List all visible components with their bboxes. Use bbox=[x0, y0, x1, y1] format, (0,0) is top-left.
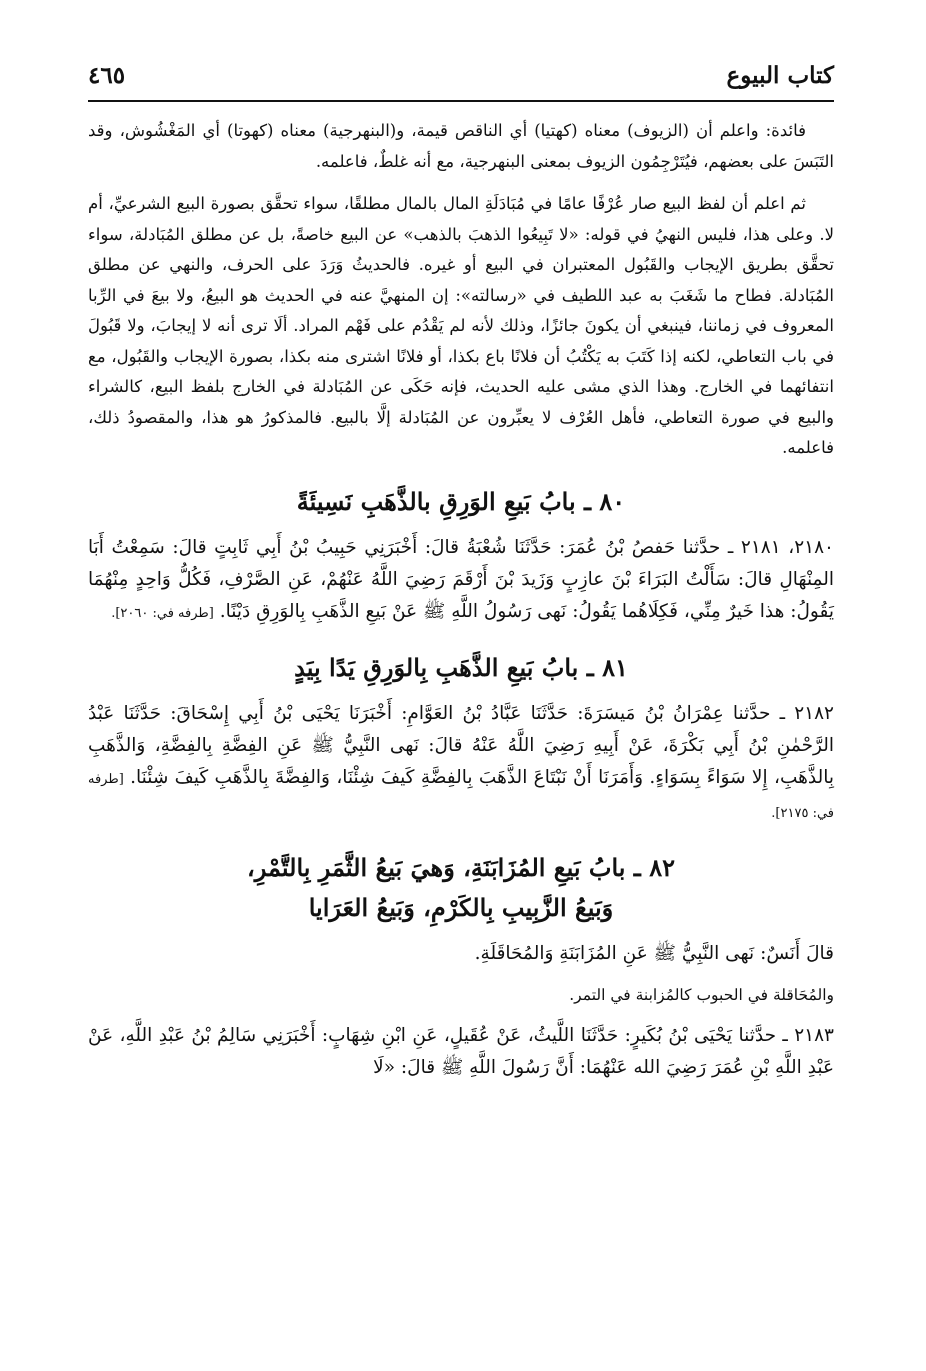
anas-report: قالَ أَنَسٌ: نَهى النَّبِيُّ ﷺ عَنِ المُزَابَنَةِ وَالمُحَاقَلَةِ. bbox=[474, 942, 834, 964]
commentary-paragraph: ثم اعلم أن لفظ البيع صار عُرْفًا عامًا في مُبَادَلَةِ المال بالمال مطلقًا، سواء تحقَّق بصورة البيع الشرعيِّ، أم لا. وعلى هذا، فليس النهيُ في قوله: «لا تَبِيعُوا الذهبَ بالذهب» عن البيع خاصةً، بل عن مطلق المُبَادلة، سواء تحقَّق بطريق الإيجاب والقَبُول المعتبران في البيع أو غيره. فالحديثُ وَرَدَ على الحرف، والنهي عن مطلق المُبَادلة. فطاح ما شَغَبَ به عبد اللطيف في «رسالته»: إن المنهيَّ عنه في الحديث هو البيعُ، ولا بيعَ في الرِّبا المعروف في زماننا، فينبغي أن يكونَ جائزًا، وذلك لأنه لم يَقْدُم على فَهْم المراد. ألَا ترى أنه لا إيجابَ، ولا قَبُولَ في باب التعاطي، لكنه إذا كَتَبَ به يَكْتُبُ أن فلانًا باع بكذا، أو فلانًا اشترى منه بكذا، بصورة الإيجاب والقَبُول، مع انتفائهما في الخارج. وهذا الذي مشى عليه الحديث، فإنه حَكَى عن المُبَادلة في الخارج بلفظ البيع، كالشراء والبيع في صورة التعاطي، فأهل العُرْف لا يعبِّرون عن المُبَادلة إلَّا بالبيع. فالمذكورُ هو هذا، والمقصودُ ذلك، فاعلمه. bbox=[88, 194, 834, 457]
commentary-note: فائدة: واعلم أن (الزيوف) معناه (كهتيا) أي الناقص قيمة، و(البنهرجية) معناه (كهوتا) أي المَغْشُوش، وقد التَبَسَ على بعضهم، فيُتَرْجِمُون الزيوف بمعنى البنهرجية، مع أنه غلطٌ، فاعلمه. bbox=[88, 121, 834, 171]
hadith-text: ٢١٨٢ ـ حدَّثنا عِمْرَانُ بْنُ مَيسَرَةَ: حَدَّثَنَا عَبَّادُ بْنُ العَوَّامِ: أَخْبَرَنَا يَحْيَى بْنُ أَبِي إِسْحَاقَ: حَدَّثَنَا عَبْدُ الرَّحْمٰنِ بْنُ أَبِي بَكْرَةَ، عَنْ أَبِيهِ رَضِيَ اللَّهُ عَنْهُ قالَ: نَهى النَّبِيُّ ﷺ عَنِ الفِضَّةِ بِالفِضَّةِ، وَالذَّهَبِ بِالذَّهَبِ، إِلا سَوَاءً بِسَوَاءٍ. وَأَمَرَنَا أَنْ نَبْتَاعَ الذَّهَبَ بِالفِضَّةِ كَيفَ شِئْنَا، وَالفِضَّةَ بِالذَّهَبِ كَيفَ شِئْنَا. bbox=[88, 702, 834, 788]
chapter-heading-81: ٨١ ـ بابُ بَيعِ الذَّهَبِ بِالوَرِقِ يَدًا بِيَدٍ bbox=[294, 652, 628, 682]
chapter-heading-line: ٨٢ ـ بابُ بَيعِ المُزَابَنَةِ، وَهيَ بَيعُ الثَّمَرِ بِالتَّمْرِ، bbox=[247, 852, 675, 882]
muhaqala-note: والمُحَاقلة في الحبوب كالمُزابنة في التمر. bbox=[569, 985, 834, 1004]
hadith-reference: [طرفه في: ٢١٧٥]. bbox=[88, 771, 834, 821]
hadith-reference: [طرفه في: ٢٠٦٠]. bbox=[111, 605, 214, 621]
chapter-heading-82 bbox=[88, 848, 834, 928]
page-number: ٤٦٥ bbox=[88, 62, 126, 89]
page-content bbox=[88, 116, 834, 1094]
chapter-heading-line: وَبَيعُ الزَّبِيبِ بِالكَرْمِ، وَبَيعُ العَرَايا bbox=[308, 892, 614, 922]
page-header bbox=[88, 56, 834, 96]
chapter-heading-80: ٨٠ ـ بابُ بَيعِ الوَرِقِ بالذَّهَبِ نَسِيئَةً bbox=[296, 486, 626, 516]
hadith-2183: ٢١٨٣ ـ حدَّثنا يَحْيَى بْنُ بُكَيرٍ: حَدَّثَنَا اللَّيثُ، عَنْ عُقَيلٍ، عَنِ ابْنِ شِهَابٍ: أَخْبَرَنِي سَالِمُ بْنُ عَبْدِ اللَّهِ، عَنْ عَبْدِ اللَّهِ بْنِ عُمَرَ رَضِيَ الله عَنْهُمَا: أَنَّ رَسُولَ اللَّهِ ﷺ قالَ: «لَا bbox=[88, 1024, 834, 1078]
running-title: كتاب البيوع bbox=[726, 62, 834, 89]
hadith-text: ٢١٨٠، ٢١٨١ ـ حدَّثنا حَفصُ بْنُ عُمَرَ: حَدَّثَنَا شُعْبَةُ قالَ: أَخْبَرَنِي حَبِيبُ بْنُ أَبِي ثَابِتٍ قالَ: سَمِعْتُ أَبَا المِنْهَالِ قالَ: سَأَلْتُ البَرَاءَ بْنَ عازِبٍ وَزَيدَ بْنَ أَرْقَمَ رَضِيَ اللَّهُ عَنْهُمْ، عَنِ الصَّرْفِ، فَكُلُّ وَاحِدٍ مِنْهُمَا يَقُولُ: هذا خَيرٌ مِنِّي، فَكِلَاهُما يَقُولُ: نَهى رَسُولُ اللَّهِ ﷺ عَنْ بَيعِ الذَّهَبِ بِالوَرِقِ دَيْنًا. bbox=[88, 536, 834, 622]
header-rule bbox=[88, 100, 834, 102]
hadith-2180-2181 bbox=[88, 532, 834, 630]
hadith-2182 bbox=[88, 698, 834, 830]
